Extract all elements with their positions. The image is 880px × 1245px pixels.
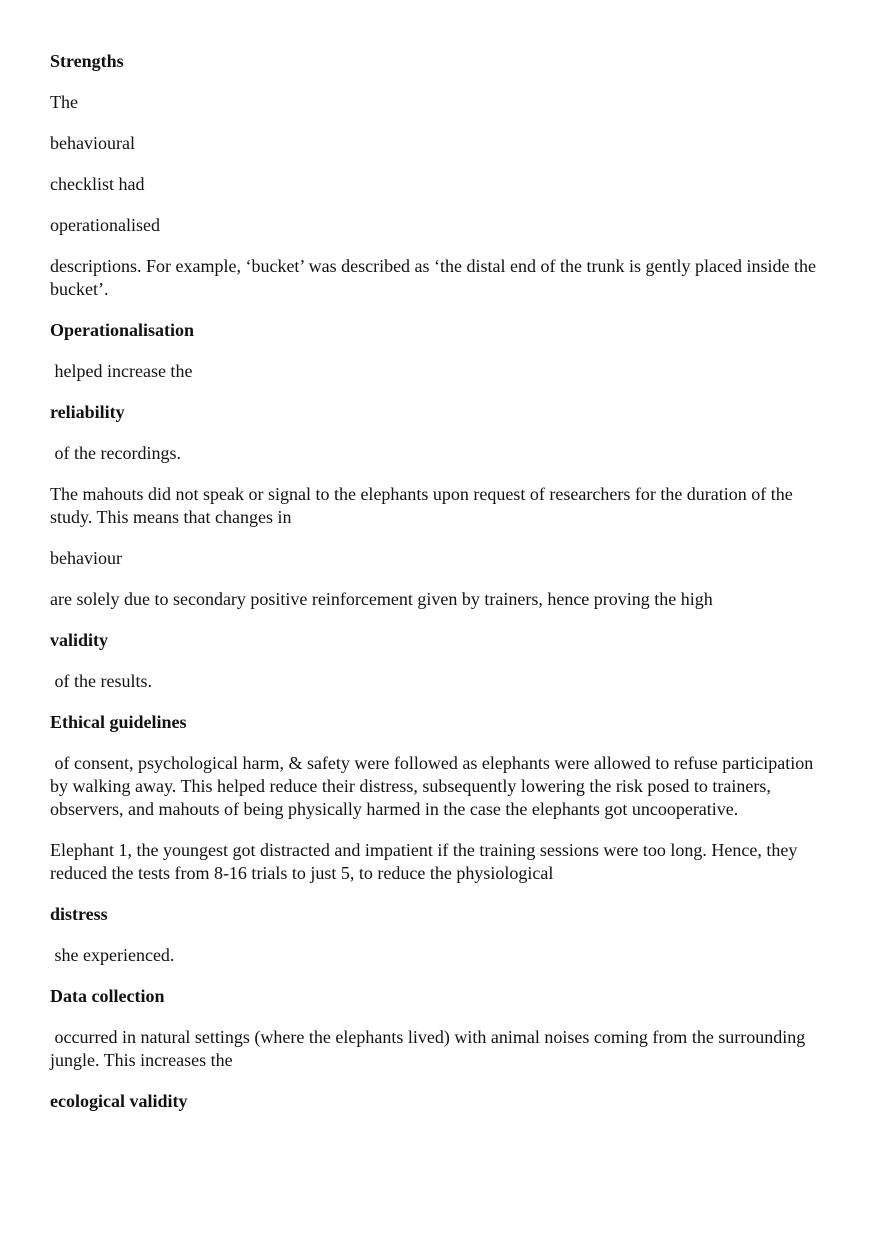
- paragraph-checklist-had: checklist had: [50, 174, 145, 194]
- term-validity: validity: [50, 630, 109, 650]
- paragraph-descriptions: descriptions. For example, ‘bucket’ was described as ‘the distal end of the trunk is gently placed inside the bucket’.: [50, 256, 816, 299]
- term-operationalisation: Operationalisation: [50, 320, 195, 340]
- term-reliability: reliability: [50, 402, 125, 422]
- paragraph-behavioural: behavioural: [50, 133, 135, 153]
- term-ethical-guidelines: Ethical guidelines: [50, 712, 187, 732]
- paragraph-she-experienced: she experienced.: [50, 945, 175, 965]
- paragraph-mahouts: The mahouts did not speak or signal to the elephants upon request of researchers for the duration of the study. This means that changes in: [50, 484, 793, 527]
- paragraph-consent: of consent, psychological harm, & safety were followed as elephants were allowed to refuse participation by walking away. This helped reduce their distress, subsequently lowering the risk posed to trainers, observers, and mahouts of being physically harmed in the case the elephants got uncooperative.: [50, 753, 818, 819]
- paragraph-elephant-1: Elephant 1, the youngest got distracted and impatient if the training sessions were too long. Hence, they reduced the tests from 8-16 trials to just 5, to reduce the physiological: [50, 840, 798, 883]
- paragraph-operationalised: operationalised: [50, 215, 160, 235]
- paragraph-of-recordings: of the recordings.: [50, 443, 181, 463]
- paragraph-the: The: [50, 92, 78, 112]
- paragraph-reinforcement: are solely due to secondary positive reinforcement given by trainers, hence proving the high: [50, 589, 713, 609]
- term-data-collection: Data collection: [50, 986, 165, 1006]
- paragraph-helped-increase: helped increase the: [50, 361, 193, 381]
- paragraph-of-results: of the results.: [50, 671, 152, 691]
- term-distress: distress: [50, 904, 108, 924]
- term-ecological-validity: ecological validity: [50, 1091, 188, 1111]
- document-page: [50, 50, 830, 1131]
- paragraph-behaviour: behaviour: [50, 548, 122, 568]
- heading-strengths: Strengths: [50, 51, 124, 71]
- paragraph-natural-settings: occurred in natural settings (where the elephants lived) with animal noises coming from the surrounding jungle. This increases the: [50, 1027, 810, 1070]
